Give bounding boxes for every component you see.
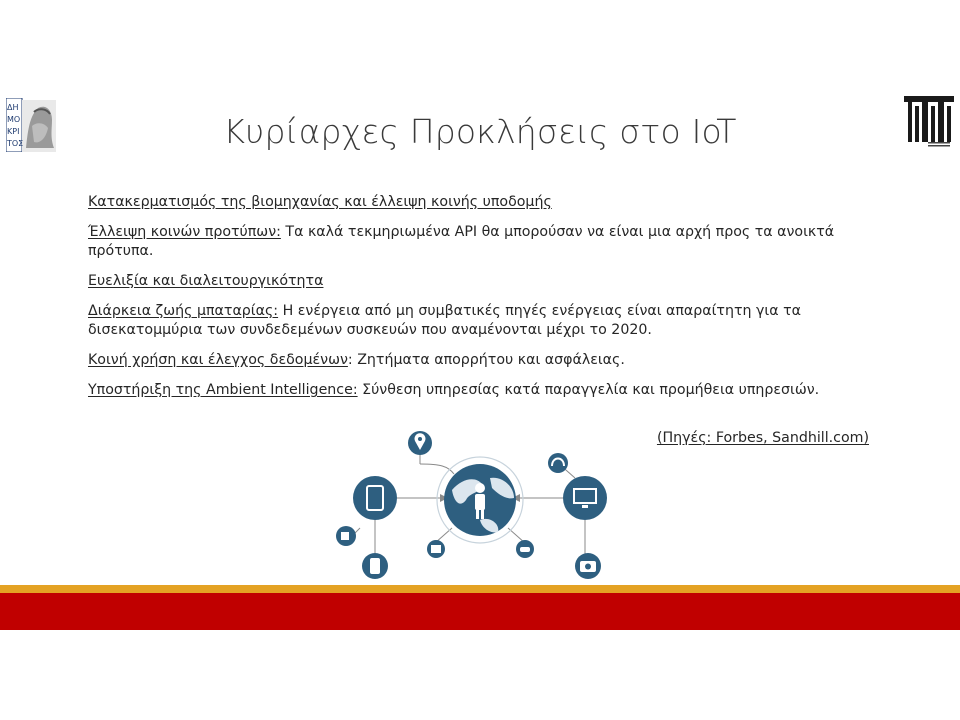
bullet-text: Τα καλά τεκμηριωμένα API θα μπορούσαν να είναι μια αρχή προς τα ανοικτά πρότυπα. <box>88 224 835 259</box>
iot-network-diagram <box>330 428 630 583</box>
bullet-label: Διάρκεια ζωής μπαταρίας: <box>88 303 279 319</box>
svg-text:ΚΡΙ: ΚΡΙ <box>7 127 20 136</box>
svg-text:ΔΗ: ΔΗ <box>7 103 19 112</box>
source-note: (Πηγές: Forbes, Sandhill.com) <box>656 430 869 446</box>
bullet-label: Κοινή χρήση και έλεγχος δεδομένων <box>88 352 348 368</box>
bullet-text: Η ενέργεια από μη συμβατικές πηγές ενέργειας είναι απαραίτητη για τα δισεκατομμύρια των συνδεδεμένων συσκευών που αναμένονται μέχρι το 2020. <box>88 303 801 338</box>
challenge-list <box>88 193 868 411</box>
list-item <box>88 223 868 261</box>
bullet-text: : Ζητήματα απορρήτου και ασφάλειας. <box>347 352 625 368</box>
person-icon <box>475 483 485 493</box>
bullet-text: Σύνθεση υπηρεσίας κατά παραγγελία και προμήθεια υπηρεσιών. <box>357 382 820 398</box>
monitor-icon <box>563 476 607 520</box>
list-item <box>88 193 868 212</box>
headphones-icon <box>548 453 568 473</box>
list-item <box>88 302 868 340</box>
svg-text:ΤΟΣ: ΤΟΣ <box>7 139 24 148</box>
svg-text:ΜΟ: ΜΟ <box>7 115 21 124</box>
list-item <box>88 272 868 291</box>
list-item <box>88 381 868 400</box>
list-item <box>88 351 868 370</box>
bullet-label: Έλλειψη κοινών προτύπων: <box>88 224 281 240</box>
tablet-icon <box>353 476 397 520</box>
slide-title: Κυρίαρχες Προκλήσεις στο IoT <box>223 112 737 151</box>
bullet-label: Ευελιξία και διαλειτουργικότητα <box>88 273 324 289</box>
bullet-label: Υποστήριξη της Ambient Intelligence: <box>88 382 358 398</box>
footer-red-band <box>0 593 960 630</box>
footer-gold-band <box>0 585 960 593</box>
bullet-label: Κατακερματισμός της βιομηχανίας και έλλειψη κοινής υποδομής <box>88 194 552 210</box>
